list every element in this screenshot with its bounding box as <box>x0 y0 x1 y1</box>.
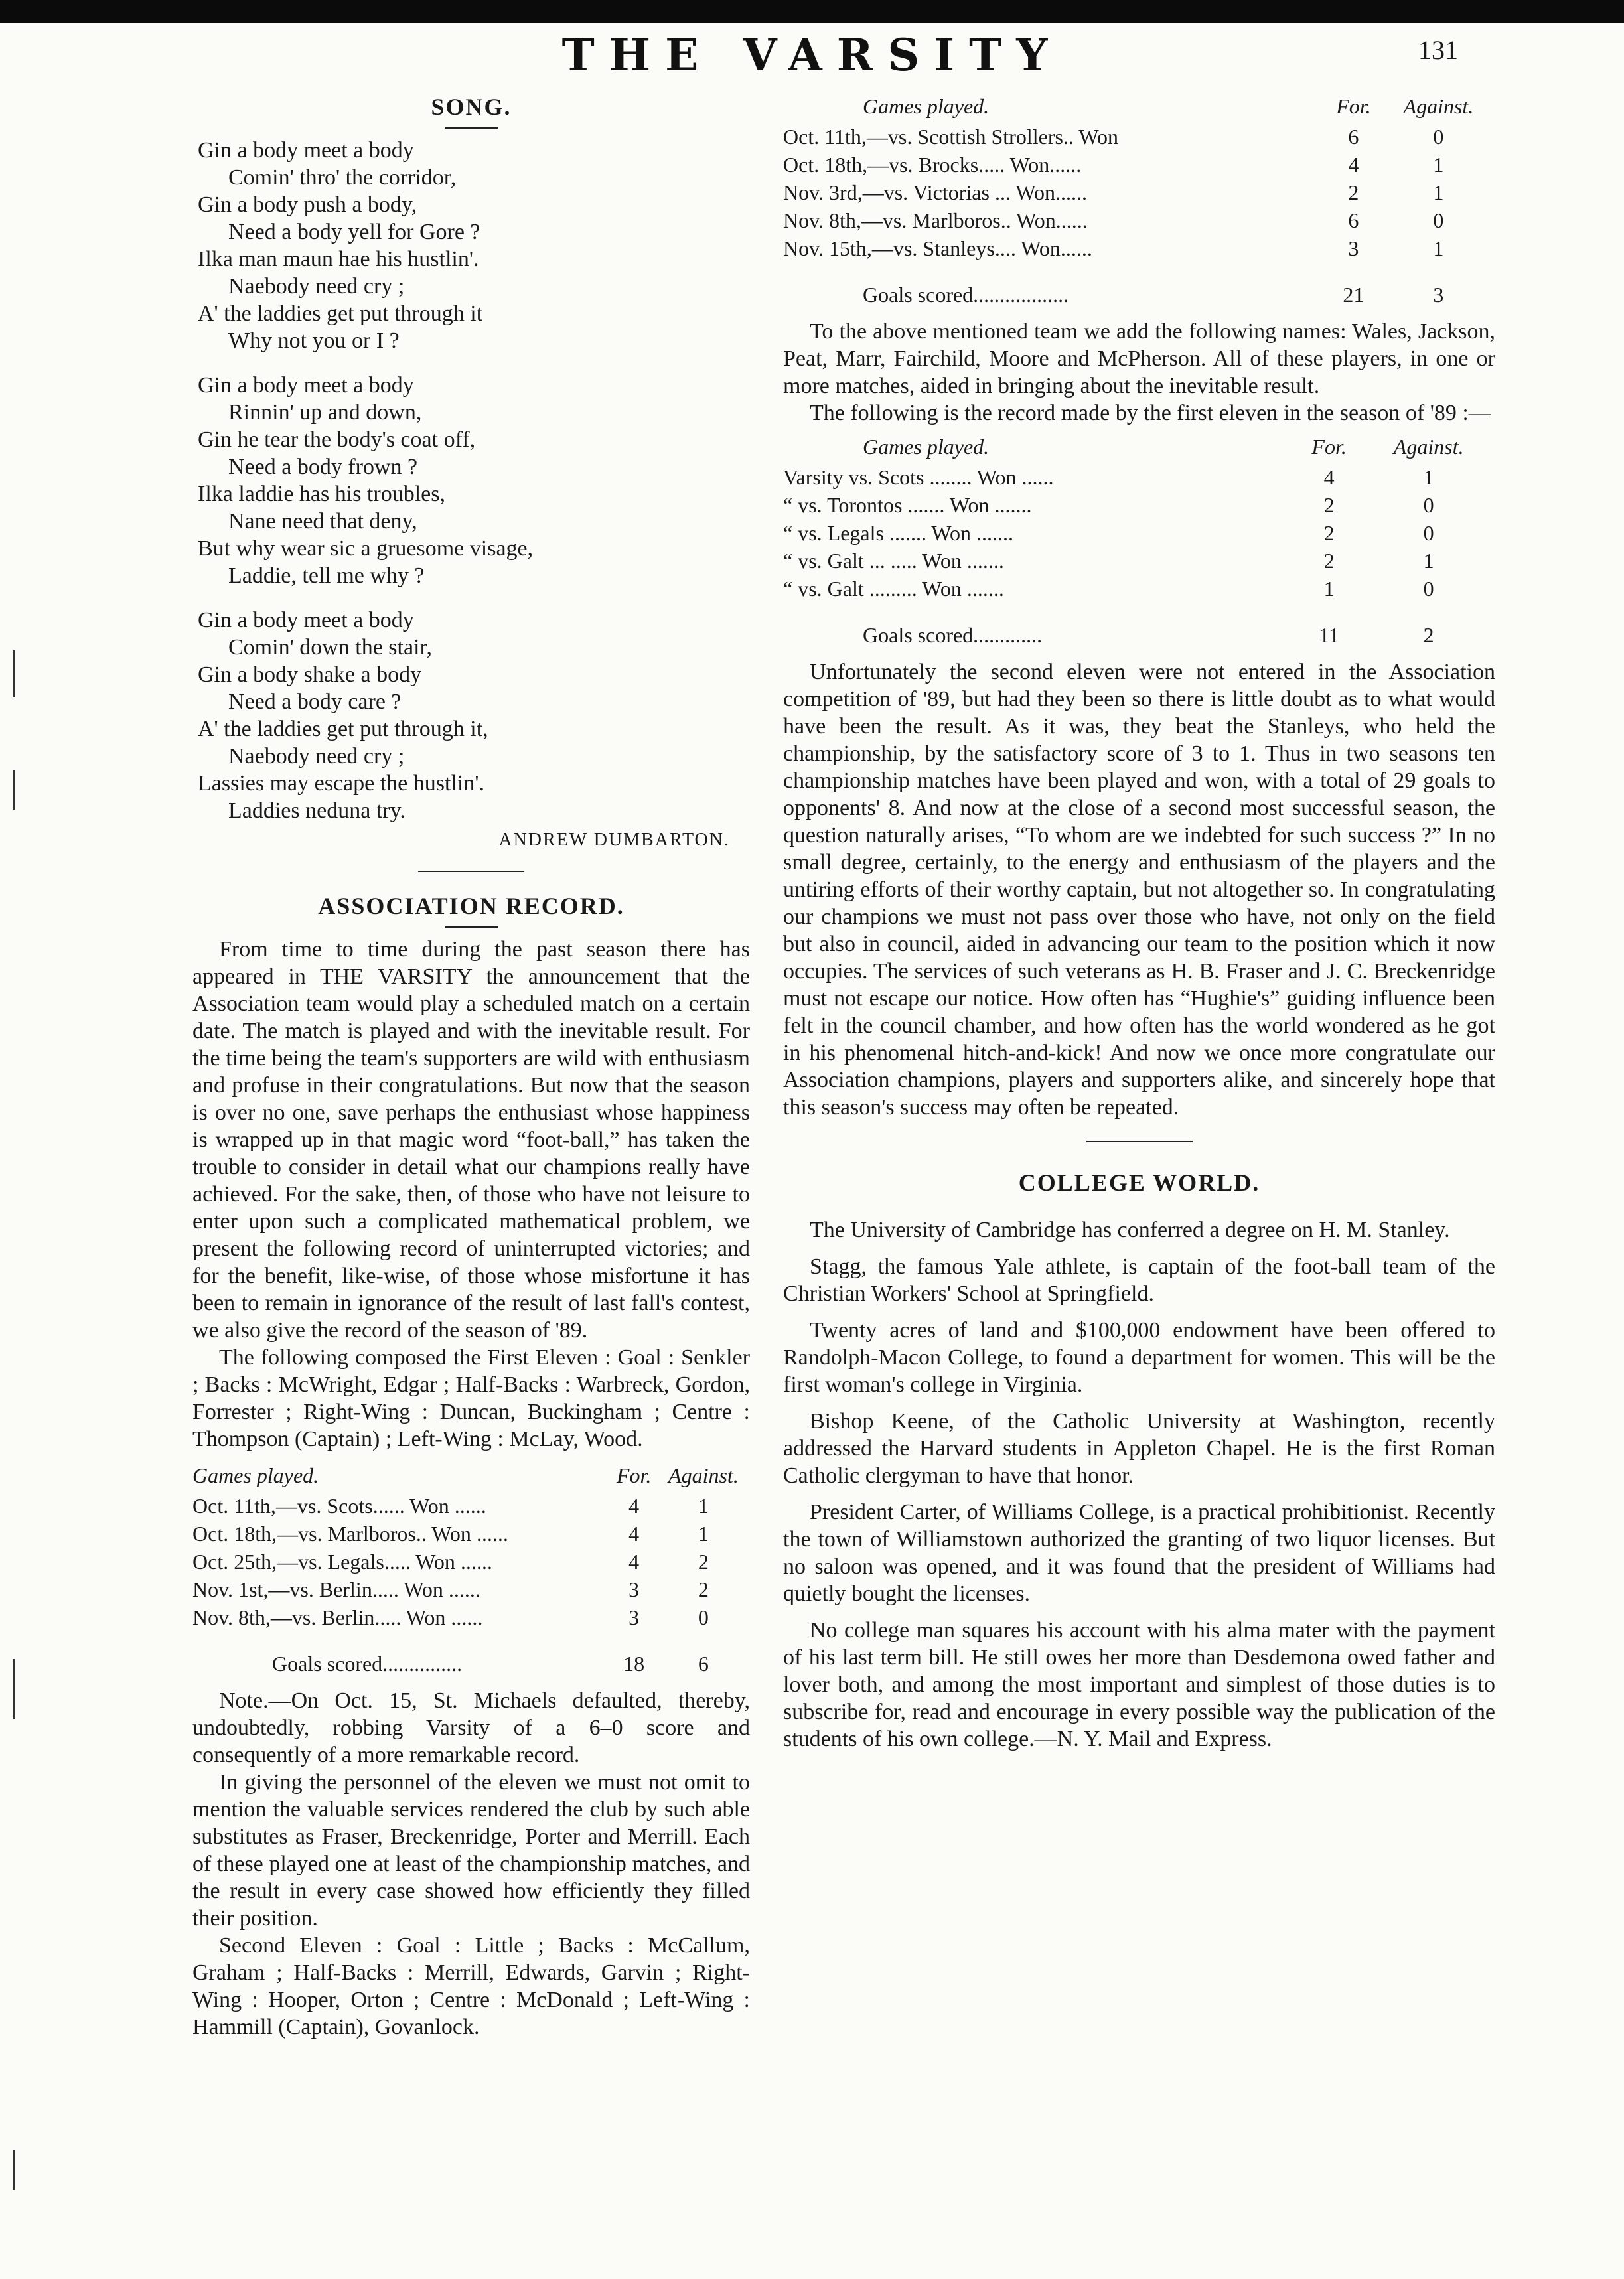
divider <box>445 926 498 928</box>
poem-line: Need a body frown ? <box>228 455 418 479</box>
poem-line: Comin' down the stair, <box>228 635 432 660</box>
cell-for: 3 <box>628 1578 640 1601</box>
divider <box>445 127 498 129</box>
cell-date: Oct. 18th,—vs. Brocks..... Won...... <box>783 153 1082 177</box>
college-item: President Carter, of Williams College, is a practical prohibitionist. Recently the town of Williamstown authorized the granting of two liquor licenses. But no saloon was opened, and it was found that the president of Williams had quietly bought the licenses. <box>783 1500 1495 1606</box>
cell-against: 0 <box>1433 125 1444 149</box>
table-row <box>783 151 1495 179</box>
cell-date: “ vs. Legals ....... Won ....... <box>783 521 1014 545</box>
first-eleven-record-table <box>192 1462 750 1678</box>
poem-line: Gin he tear the body's coat off, <box>198 427 476 452</box>
col-games: Games played. <box>863 435 990 459</box>
section-divider <box>1086 1141 1193 1142</box>
left-column <box>192 93 750 2041</box>
closing-paragraph: Unfortunately the second eleven were not entered in the Association competition of '89, but had they been so there is little doubt as to what would have been the result. As it was, they beat the Stanleys, who held the championship, by the satisfactory score of 3 to 1. Thus in two seasons ten championship matches have been played and won, with a total of 29 goals to opponents' 8. And now at the close of a second most successful season, the question naturally arises, “To whom are we indebted for such success ?” In no small degree, certainly, to the energy and enthusiasm of the players and the untiring efforts of their worthy captain, but not altogether so. In congratulating our champions we must not pass over those who have, not only on the field but also in council, aided in advancing our team to the position which it now occupies. The services of such veterans as H. B. Fraser and J. C. Breckenridge must not escape our notice. How often has “Hughie's” guiding influence been felt in the council chamber, and how often has the world wondered as he got in his phenomenal hitch-and-kick! And now we once more congratulate our Association champions, players and supporters alike, and sincerely hope that this season's success may often be repeated. <box>783 660 1495 1120</box>
total-against: 2 <box>1423 623 1434 647</box>
cell-date: Oct. 11th,—vs. Scots...... Won ...... <box>192 1494 486 1518</box>
table-row <box>783 547 1495 575</box>
poem-line: A' the laddies get put through it <box>198 301 483 326</box>
cell-for: 4 <box>1348 153 1359 177</box>
song-author: ANDREW DUMBARTON. <box>498 830 730 850</box>
table-row <box>192 1520 750 1548</box>
cell-against: 1 <box>698 1522 709 1546</box>
total-label: Goals scored............. <box>863 623 1043 647</box>
margin-mark <box>13 650 15 697</box>
margin-mark <box>13 2150 15 2190</box>
note: Note.—On Oct. 15, St. Michaels defaulted, thereby, undoubtedly, robbing Varsity of a 6–0 score and consequently of a more remarkable record. <box>192 1688 750 1767</box>
total-label: Goals scored.................. <box>863 283 1069 307</box>
cell-date: “ vs. Galt ... ..... Won ....... <box>783 549 1004 573</box>
association-intro: From time to time during the past season there has appeared in THE VARSITY the announcement that the Association team would play a scheduled match on a certain date. The match is played and with the inevitable result. For the time being the team's supporters are wild with enthusiasm and profuse in their congratulations. But now that the season is over no one, save perhaps the enthusiast whose happiness is wrapped up in that magic word “foot-ball,” has taken the trouble to consider in detail what our champions really have achieved. For the sake, then, of those who have not leisure to enter upon such a complicated mathematical problem, we present the following record of uninterrupted victories; and for the benefit, like-wise, of those whose misfortune it has been to remain in ignorance of the result of last fall's contest, we also give the record of the season of '89. <box>192 937 750 1343</box>
cell-date: Nov. 15th,—vs. Stanleys.... Won...... <box>783 236 1092 260</box>
poem-stanza <box>198 372 750 589</box>
cell-date: Nov. 1st,—vs. Berlin..... Won ...... <box>192 1578 480 1601</box>
poem-line: Need a body care ? <box>228 690 402 714</box>
college-item: Bishop Keene, of the Catholic University at Washington, recently addressed the Harvard students in Appleton Chapel. He is the first Roman Catholic clergyman to have that honor. <box>783 1409 1495 1488</box>
college-item: The University of Cambridge has conferred a degree on H. M. Stanley. <box>810 1218 1450 1242</box>
cell-date: Varsity vs. Scots ........ Won ...... <box>783 465 1054 489</box>
total-for: 11 <box>1319 623 1340 647</box>
college-item: Twenty acres of land and $100,000 endowment have been offered to Randolph-Macon College, to found a department for women. This will be the first woman's college in Virginia. <box>783 1318 1495 1397</box>
table-row <box>192 1603 750 1631</box>
col-for: For. <box>1336 94 1371 118</box>
cell-for: 6 <box>1348 125 1359 149</box>
col-for: For. <box>616 1463 652 1487</box>
cell-for: 4 <box>628 1550 640 1574</box>
record-89-table <box>783 433 1495 649</box>
table-row <box>783 179 1495 206</box>
cell-date: Oct. 25th,—vs. Legals..... Won ...... <box>192 1550 492 1574</box>
cell-against: 0 <box>1433 208 1444 232</box>
college-world-title: COLLEGE WORLD. <box>1018 1169 1260 1196</box>
table-row <box>192 1492 750 1520</box>
cell-against: 1 <box>1433 153 1444 177</box>
table-row <box>783 123 1495 151</box>
poem-line: Ilka laddie has his troubles, <box>198 482 445 506</box>
cell-date: Nov. 3rd,—vs. Victorias ... Won...... <box>783 181 1087 204</box>
cell-date: Oct. 18th,—vs. Marlboros.. Won ...... <box>192 1522 508 1546</box>
col-against: Against. <box>1393 435 1464 459</box>
total-against: 3 <box>1433 283 1444 307</box>
song-title: SONG. <box>431 94 512 120</box>
poem-line: Why not you or I ? <box>228 329 400 353</box>
college-item: Stagg, the famous Yale athlete, is captain of the foot-ball team of the Christian Workers' School at Springfield. <box>783 1254 1495 1306</box>
poem-line: Gin a body shake a body <box>198 662 422 687</box>
total-label: Goals scored............... <box>272 1652 463 1676</box>
total-for: 18 <box>623 1652 645 1676</box>
margin-mark <box>13 770 15 810</box>
poem-line: Gin a body meet a body <box>198 608 414 632</box>
cell-for: 4 <box>1323 465 1335 489</box>
cell-against: 2 <box>698 1550 709 1574</box>
col-games: Games played. <box>192 1463 319 1487</box>
col-against: Against. <box>668 1463 739 1487</box>
college-world-items <box>783 1216 1495 1753</box>
total-row <box>192 1631 750 1678</box>
table-row <box>783 206 1495 234</box>
table-row <box>783 519 1495 547</box>
college-item: No college man squares his account with his alma mater with the payment of his last term bill. He still owes her more than Desdemona owed father and lover both, and among the most important and simplest of those duties is to subscribe for, read and encourage in every possible way the publication of the students of his own college.—N. Y. Mail and Express. <box>783 1618 1495 1751</box>
first-eleven: The following composed the First Eleven : Goal : Senkler ; Backs : McWright, Edgar ; Half-Backs : Warbreck, Gordon, Forrester ; Right-Wing : Duncan, Buckingham ; Centre : Thompson (Captain) ; Left-Wing : McLay, Wood. <box>192 1345 750 1451</box>
poem-line: Ilka man maun hae his hustlin'. <box>198 247 479 271</box>
total-against: 6 <box>698 1652 709 1676</box>
poem-line: Naebody need cry ; <box>228 744 405 769</box>
page-number: 131 <box>1418 35 1458 65</box>
cell-date: Oct. 11th,—vs. Scottish Strollers.. Won <box>783 125 1118 149</box>
second-eleven: Second Eleven : Goal : Little ; Backs : McCallum, Graham ; Half-Backs : Merrill, Edwards, Garvin ; Right-Wing : Hooper, Orton ; Centre : McDonald ; Left-Wing : Hammill (Captain), Govanlock. <box>192 1933 750 2039</box>
personnel: In giving the personnel of the eleven we must not omit to mention the valuable services rendered the club by such able substitutes as Fraser, Breckenridge, Porter and Merrill. Each of these played one at least of the championship matches, and the result in every case showed how efficiently they filled their position. <box>192 1770 750 1931</box>
poem-line: Need a body yell for Gore ? <box>228 220 480 244</box>
cell-for: 3 <box>628 1605 640 1629</box>
col-games: Games played. <box>863 94 990 118</box>
added-names: To the above mentioned team we add the following names: Wales, Jackson, Peat, Marr, Fairchild, Moore and McPherson. All of these players, in one or more matches, aided in bringing about the inevitable result. <box>783 319 1495 398</box>
second-eleven-record-table <box>783 93 1495 309</box>
table-row <box>783 463 1495 491</box>
poem-line: Gin a body push a body, <box>198 192 417 217</box>
cell-date: Nov. 8th,—vs. Berlin..... Won ...... <box>192 1605 483 1629</box>
table-row <box>783 234 1495 262</box>
cell-against: 1 <box>698 1494 709 1518</box>
cell-date: “ vs. Torontos ....... Won ....... <box>783 493 1032 517</box>
poem-line: Lassies may escape the hustlin'. <box>198 771 484 796</box>
record-89-intro: The following is the record made by the first eleven in the season of '89 :— <box>810 401 1491 425</box>
cell-for: 2 <box>1323 493 1335 517</box>
poem-line: Laddies neduna try. <box>228 798 406 823</box>
poem-line: Laddie, tell me why ? <box>228 563 425 588</box>
cell-against: 1 <box>1423 465 1434 489</box>
table-row <box>783 491 1495 519</box>
cell-against: 0 <box>1423 521 1434 545</box>
cell-against: 1 <box>1433 181 1444 204</box>
masthead: THE VARSITY <box>561 29 1063 81</box>
cell-date: “ vs. Galt ......... Won ....... <box>783 577 1004 601</box>
cell-for: 2 <box>1348 181 1359 204</box>
total-for: 21 <box>1343 283 1365 307</box>
poem-line: Comin' thro' the corridor, <box>228 165 457 190</box>
association-title: ASSOCIATION RECORD. <box>318 893 625 919</box>
poem-stanza <box>198 607 750 824</box>
section-divider <box>418 871 524 872</box>
poem-line: A' the laddies get put through it, <box>198 717 488 741</box>
page-top-border <box>0 0 1624 23</box>
poem-line: Gin a body meet a body <box>198 373 414 398</box>
cell-against: 0 <box>1423 493 1434 517</box>
cell-against: 0 <box>1423 577 1434 601</box>
cell-for: 6 <box>1348 208 1359 232</box>
cell-for: 4 <box>628 1494 640 1518</box>
cell-for: 1 <box>1323 577 1335 601</box>
cell-against: 0 <box>698 1605 709 1629</box>
cell-date: Nov. 8th,—vs. Marlboros.. Won...... <box>783 208 1088 232</box>
cell-for: 2 <box>1323 549 1335 573</box>
cell-against: 1 <box>1433 236 1444 260</box>
col-for: For. <box>1311 435 1347 459</box>
poem-line: Gin a body meet a body <box>198 138 414 163</box>
table-row <box>783 575 1495 603</box>
cell-for: 2 <box>1323 521 1335 545</box>
total-row <box>783 262 1495 309</box>
poem-line: Naebody need cry ; <box>228 274 405 299</box>
margin-mark <box>13 1659 15 1719</box>
poem-line: Nane need that deny, <box>228 509 417 534</box>
cell-for: 4 <box>628 1522 640 1546</box>
table-row <box>192 1576 750 1603</box>
total-row <box>783 603 1495 649</box>
poem-line: Rinnin' up and down, <box>228 400 422 425</box>
poem-stanza <box>198 137 750 354</box>
song-poem <box>198 137 750 824</box>
cell-against: 1 <box>1423 549 1434 573</box>
right-column <box>783 93 1495 1762</box>
cell-against: 2 <box>698 1578 709 1601</box>
table-row <box>192 1548 750 1576</box>
col-against: Against. <box>1403 94 1474 118</box>
poem-line: But why wear sic a gruesome visage, <box>198 536 534 561</box>
cell-for: 3 <box>1348 236 1359 260</box>
